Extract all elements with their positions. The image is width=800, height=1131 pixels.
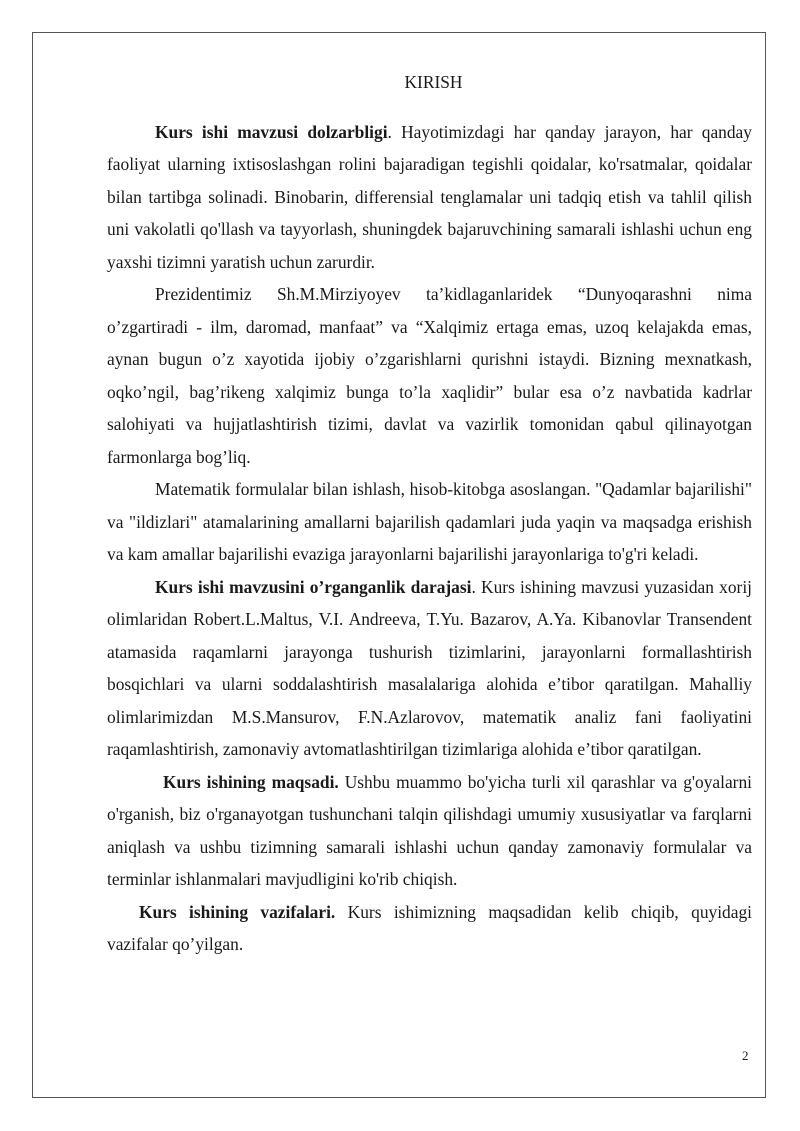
page-number: 2 — [742, 1048, 749, 1063]
document-body — [107, 66, 752, 961]
paragraph-text: Ushbu muammo bo'yicha turli xil qarashlar va g'oyalarni o'rganish, biz o'rganayotgan tushunchani talqin qilishdagi umumiy xususiyatlar va farqlarni aniqlash va ushbu tizimning samarali ishlashi uchun qanday zamonaviy formulalar va terminlar ishlanmalari mavjudligini ko'rib chiqish. — [107, 771, 752, 889]
paragraph-study-level — [107, 571, 752, 766]
paragraph-text: Kurs ishimizning maqsadidan kelib chiqib, quyidagi vazifalar qo’yilgan. — [107, 901, 752, 954]
paragraph-relevance — [107, 116, 752, 279]
paragraph-text: . Kurs ishining mavzusi yuzasidan xorij olimlaridan Robert.L.Maltus, V.I. Andreeva, T.Yu. Bazarov, A.Ya. Kibanovlar Transendent atamasida raqamlarni jarayonga tushurish tizimlarini, jarayonlarni formallashtirish bosqichlari va ularni soddalashtirish masalalariga alohida e’tibor qaratilgan. Mahalliy olimlarimizdan M.S.Mansurov, F.N.Azlarovov, matematik analiz fani faoliyatini raqamlashtirish, zamonaviy avtomatlashtirilgan tizimlariga alohida e’tibor qaratilgan. — [107, 576, 753, 759]
paragraph-lead: Kurs ishi mavzusi dolzarbligi — [155, 121, 388, 142]
paragraph-lead: Kurs ishining vazifalari. — [139, 901, 336, 922]
paragraph-math-formulas — [107, 473, 752, 571]
page-title: KIRISH — [404, 72, 463, 92]
paragraph-president-quote — [107, 278, 752, 473]
paragraph-lead: Kurs ishining maqsadi. — [163, 771, 339, 792]
paragraph-text: . Hayotimizdagi har qanday jarayon, har qanday faoliyat ularning ixtisoslashgan rolini bajaradigan tegishli qoidalar, ko'rsatmalar, qoidalar bilan tartibga solinadi. Binobarin, differensial tenglamalar uni tadqiq etish va tahlil qilish uni vakolatli qo'llash va tayyorlash, shuningdek bajaruvchining samarali ishlashi uchun eng yaxshi tizimni yaratish uchun zarurdir. — [107, 121, 752, 272]
paragraph-tasks — [107, 896, 752, 961]
paragraph-text: Prezidentimiz Sh.M.Mirziyoyev ta’kidlaganlaridek “Dunyoqarashni nima o’zgartiradi - ilm, daromad, manfaat” va “Xalqimiz ertaga emas, uzoq kelajakda emas, aynan bugun o’z xayotida ijobiy o’zgarishlarni qurishni istaydi. Bizning mexnatkash, oqko’ngil, bag’rikeng xalqimiz bunga to’la xaqlidir” bular esa o’z navbatida kadrlar salohiyati va hujjatlashtirish tizimi, davlat va vazirlik tomonidan qabul qilinayotgan farmonlarga bog’liq. — [107, 284, 752, 467]
paragraph-lead: Kurs ishi mavzusini o’rganganlik darajasi — [155, 576, 472, 597]
paragraph-goal — [107, 766, 752, 896]
paragraph-text: Matematik formulalar bilan ishlash, hisob-kitobga asoslangan. "Qadamlar bajarilishi" va "ildizlari" atamalarining amallarni bajarilish qadamlari juda yaqin va maqsadga erishish va kam amallar bajarilishi evaziga jarayonlarni bajarilishi jarayonlariga to'g'ri keladi. — [107, 479, 752, 564]
